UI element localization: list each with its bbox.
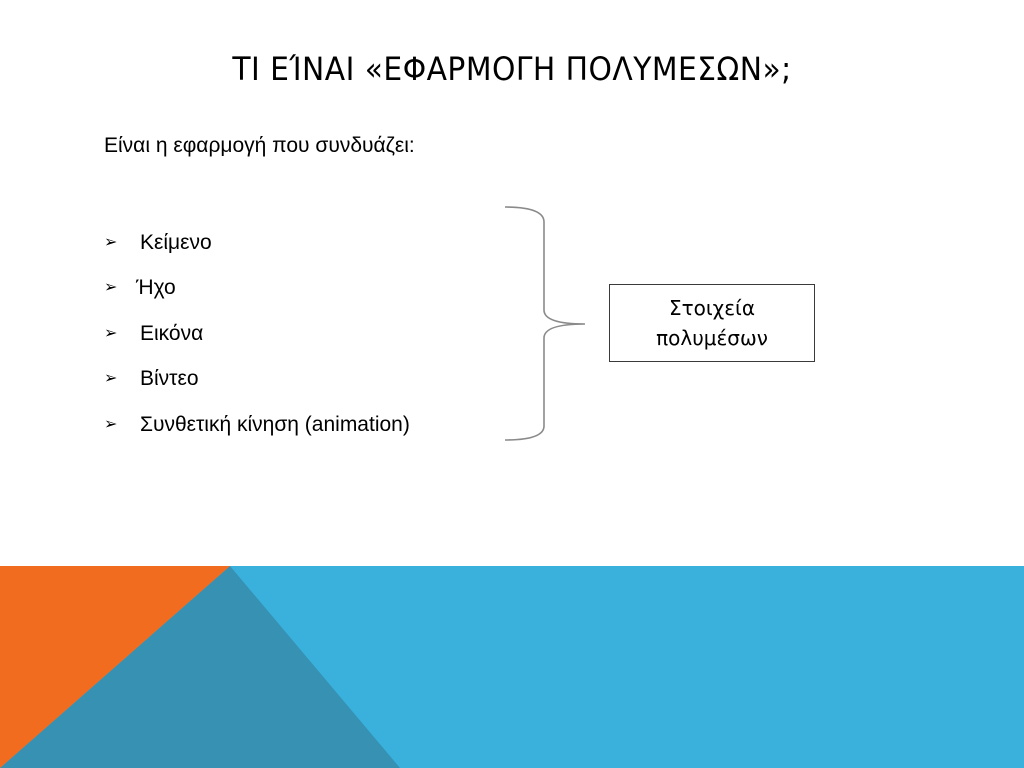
bullet-label: Εικόνα [140,321,204,345]
brace-path [505,207,585,440]
list-item [104,402,410,448]
arrow-bullet-icon: ➢ [104,324,118,342]
list-item [104,266,410,312]
arrow-bullet-icon: ➢ [104,233,118,251]
bullet-list [104,220,410,448]
arrow-bullet-icon: ➢ [104,279,118,297]
arrow-bullet-icon: ➢ [104,370,118,388]
bullet-label: Κείμενο [140,230,212,254]
arrow-bullet-icon: ➢ [104,415,118,433]
bullet-label: Συνθετική κίνηση (animation) [140,412,410,436]
list-item [104,311,410,357]
intro-text: Είναι η εφαρμογή που συνδυάζει: [104,134,415,157]
bullet-label: Ήχο [136,276,176,300]
multimedia-elements-box [609,284,815,362]
list-item [104,357,410,403]
box-line-1: Στοιχεία [669,296,755,320]
box-line-2: πολυμέσων [656,326,768,350]
slide-title: ΤΙ ΕΊΝΑΙ «ΕΦΑΡΜΟΓΗ ΠΟΛΥΜΕΣΩΝ»; [232,50,792,88]
list-item [104,220,410,266]
right-brace-shape [500,200,600,450]
bullet-label: Βίντεο [140,367,199,391]
footer-decoration [0,566,1024,768]
